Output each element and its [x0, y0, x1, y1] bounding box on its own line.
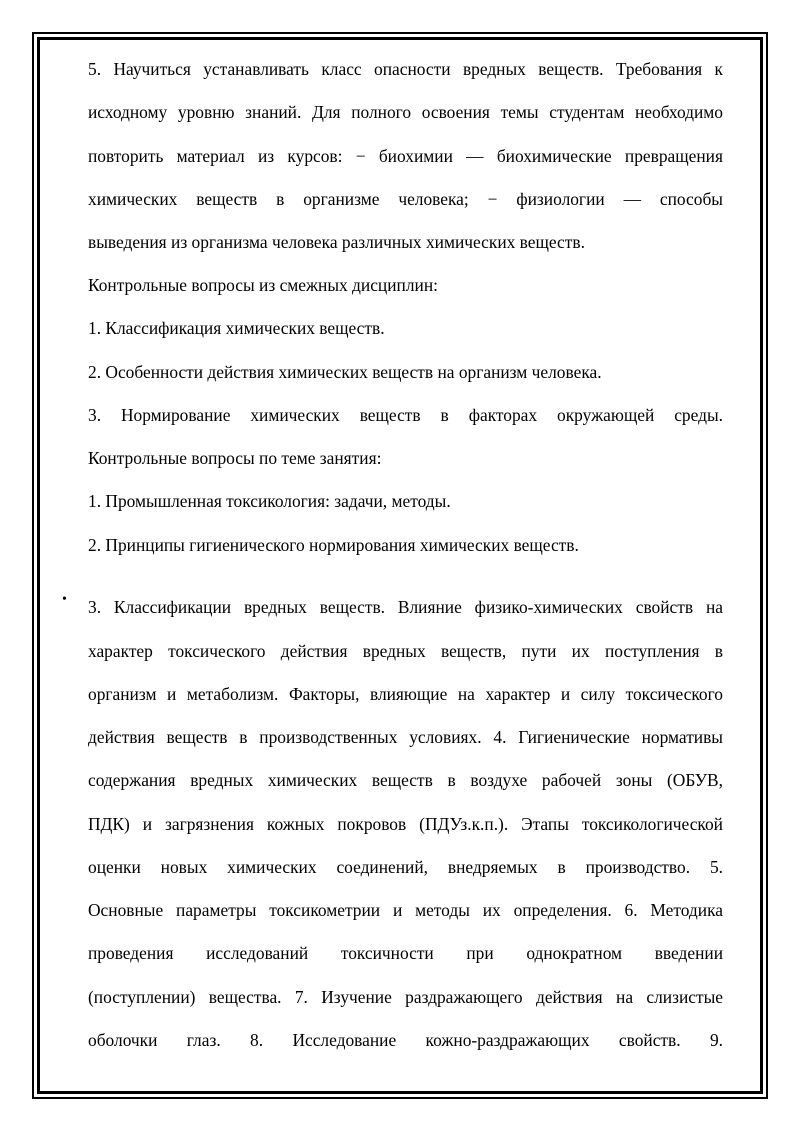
related-heading: Контрольные вопросы из смежных дисциплин:	[88, 275, 438, 295]
bullet-line: ПДК) и загрязнения кожных покровов (ПДУз.к.п.). Этапы токсикологической	[88, 814, 723, 834]
intro-line: выведения из организма человека различных химических веществ.	[88, 232, 585, 252]
bullet-line: организм и метаболизм. Факторы, влияющие на характер и силу токсического	[88, 684, 723, 704]
bullet-line: проведения исследований токсичности при однократном введении	[88, 943, 723, 963]
bullet-line: 3. Классификации вредных веществ. Влияние физико-химических свойств на	[88, 597, 723, 617]
intro-line: 5. Научиться устанавливать класс опасности вредных веществ. Требования к	[88, 59, 723, 79]
intro-line: повторить материал из курсов: − биохимии — биохимические превращения	[88, 146, 723, 166]
bullet-line: Основные параметры токсикометрии и методы их определения. 6. Методика	[88, 900, 723, 920]
bullet-line: оценки новых химических соединений, внедряемых в производство. 5.	[88, 857, 723, 877]
related-item: 2. Особенности действия химических веществ на организм человека.	[88, 362, 602, 382]
bullet-line: оболочки глаз. 8. Исследование кожно-раздражающих свойств. 9.	[88, 1030, 723, 1050]
bullet-line: (поступлении) вещества. 7. Изучение раздражающего действия на слизистые	[88, 987, 723, 1007]
bullet-line: содержания вредных химических веществ в воздухе рабочей зоны (ОБУВ,	[88, 770, 723, 790]
bullet-marker: •	[62, 592, 67, 607]
intro-line: химических веществ в организме человека; − физиологии — способы	[88, 189, 723, 209]
topic-heading: Контрольные вопросы по теме занятия:	[88, 448, 382, 468]
intro-line: исходному уровню знаний. Для полного освоения темы студентам необходимо	[88, 102, 723, 122]
topic-item: 1. Промышленная токсикология: задачи, методы.	[88, 491, 451, 511]
related-item: 1. Классификация химических веществ.	[88, 318, 385, 338]
bullet-line: характер токсического действия вредных веществ, пути их поступления в	[88, 641, 723, 661]
topic-item: 2. Принципы гигиенического нормирования химических веществ.	[88, 535, 579, 555]
bullet-line: действия веществ в производственных условиях. 4. Гигиенические нормативы	[88, 727, 723, 747]
related-item: 3. Нормирование химических веществ в факторах окружающей среды.	[88, 405, 723, 425]
